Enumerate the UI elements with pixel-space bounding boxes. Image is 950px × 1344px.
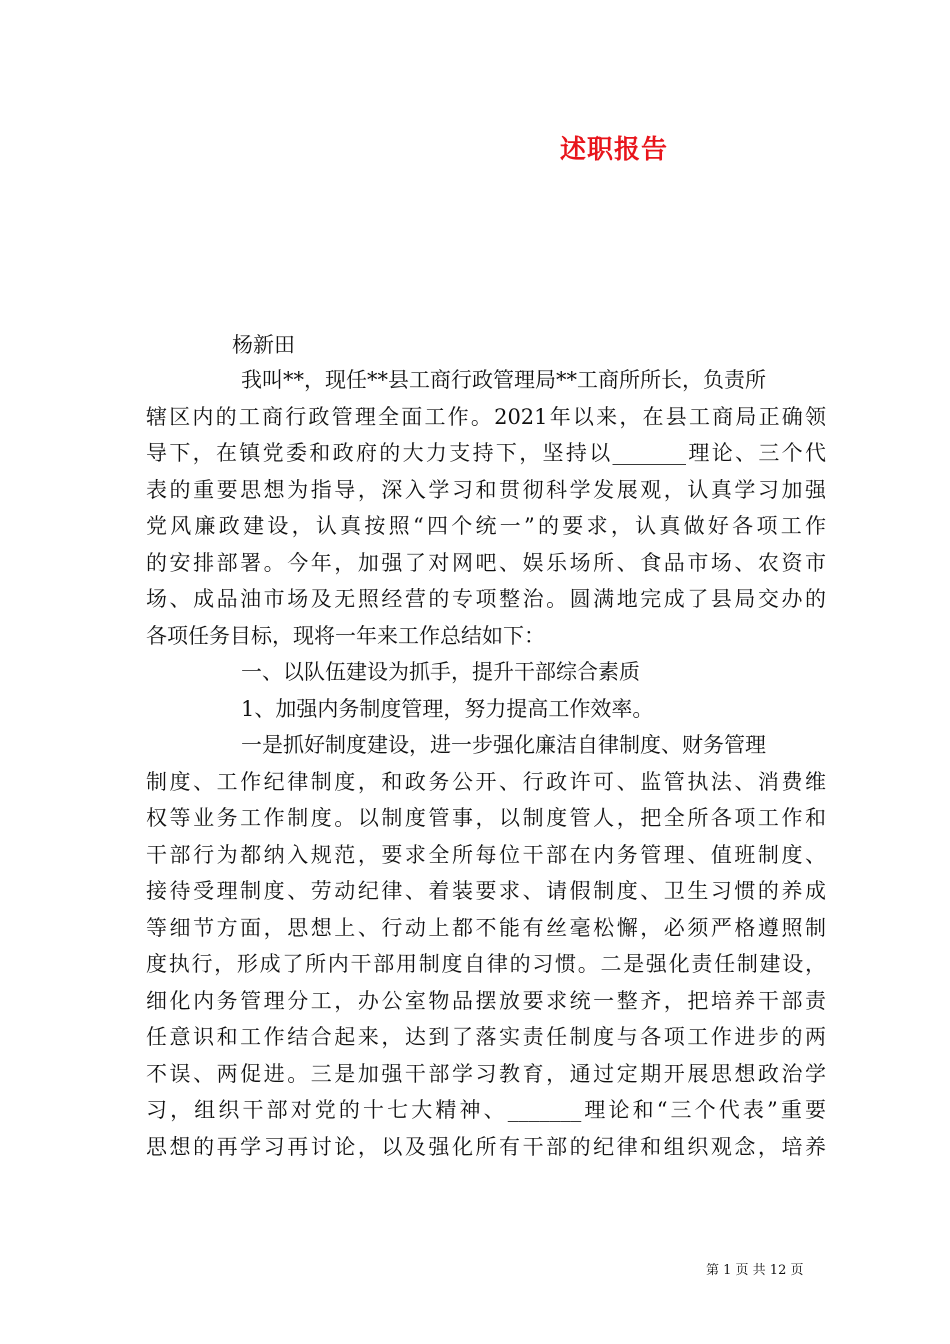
body-line: 任意识和工作结合起来，达到了落实责任制度与各项工作进步的两 — [146, 1025, 826, 1049]
body-line: 习，组织干部对党的十七大精神、_______理论和“三个代表”重要 — [146, 1098, 826, 1122]
body-line: 思想的再学习再讨论，以及强化所有干部的纪律和组织观念，培养 — [146, 1134, 826, 1159]
author-name: 杨新田 — [232, 333, 295, 357]
body-line: 导下，在镇党委和政府的大力支持下，坚持以_______理论、三个代 — [146, 441, 826, 465]
section-heading: 一、以队伍建设为抓手，提升干部综合素质 — [241, 660, 640, 684]
page-number: 第 1 页 共 12 页 — [706, 1263, 804, 1278]
body-line: 场、成品油市场及无照经营的专项整治。圆满地完成了县局交办的 — [146, 587, 826, 611]
body-line: 度执行，形成了所内干部用制度自律的习惯。二是强化责任制建设， — [146, 952, 826, 976]
document-body — [146, 362, 826, 1165]
body-line: 权等业务工作制度。以制度管事，以制度管人，把全所各项工作和 — [146, 806, 826, 830]
body-line: 一是抓好制度建设，进一步强化廉洁自律制度、财务管理 — [241, 733, 766, 757]
body-line: 党风廉政建设，认真按照“四个统一”的要求，认真做好各项工作 — [146, 514, 826, 538]
document-title: 述职报告 — [560, 135, 669, 165]
body-line: 辖区内的工商行政管理全面工作。2021年以来，在县工商局正确领 — [146, 404, 826, 429]
subsection-heading: 1、加强内务制度管理，努力提高工作效率。 — [241, 696, 654, 721]
body-line: 表的重要思想为指导，深入学习和贯彻科学发展观，认真学习加强 — [146, 477, 826, 502]
body-line: 干部行为都纳入规范，要求全所每位干部在内务管理、值班制度、 — [146, 842, 826, 867]
body-line: 制度、工作纪律制度，和政务公开、行政许可、监管执法、消费维 — [146, 769, 826, 794]
body-line: 的安排部署。今年，加强了对网吧、娱乐场所、食品市场、农资市 — [146, 550, 826, 575]
body-line: 接待受理制度、劳动纪律、着装要求、请假制度、卫生习惯的养成 — [146, 879, 826, 903]
body-line: 细化内务管理分工，办公室物品摆放要求统一整齐，把培养干部责 — [146, 988, 826, 1013]
body-line: 等细节方面，思想上、行动上都不能有丝毫松懈，必须严格遵照制 — [146, 915, 826, 940]
body-line: 不误、两促进。三是加强干部学习教育，通过定期开展思想政治学 — [146, 1061, 826, 1086]
body-line: 我叫**，现任**县工商行政管理局**工商所所长，负责所 — [241, 368, 766, 392]
body-line: 各项任务目标，现将一年来工作总结如下： — [146, 623, 545, 648]
